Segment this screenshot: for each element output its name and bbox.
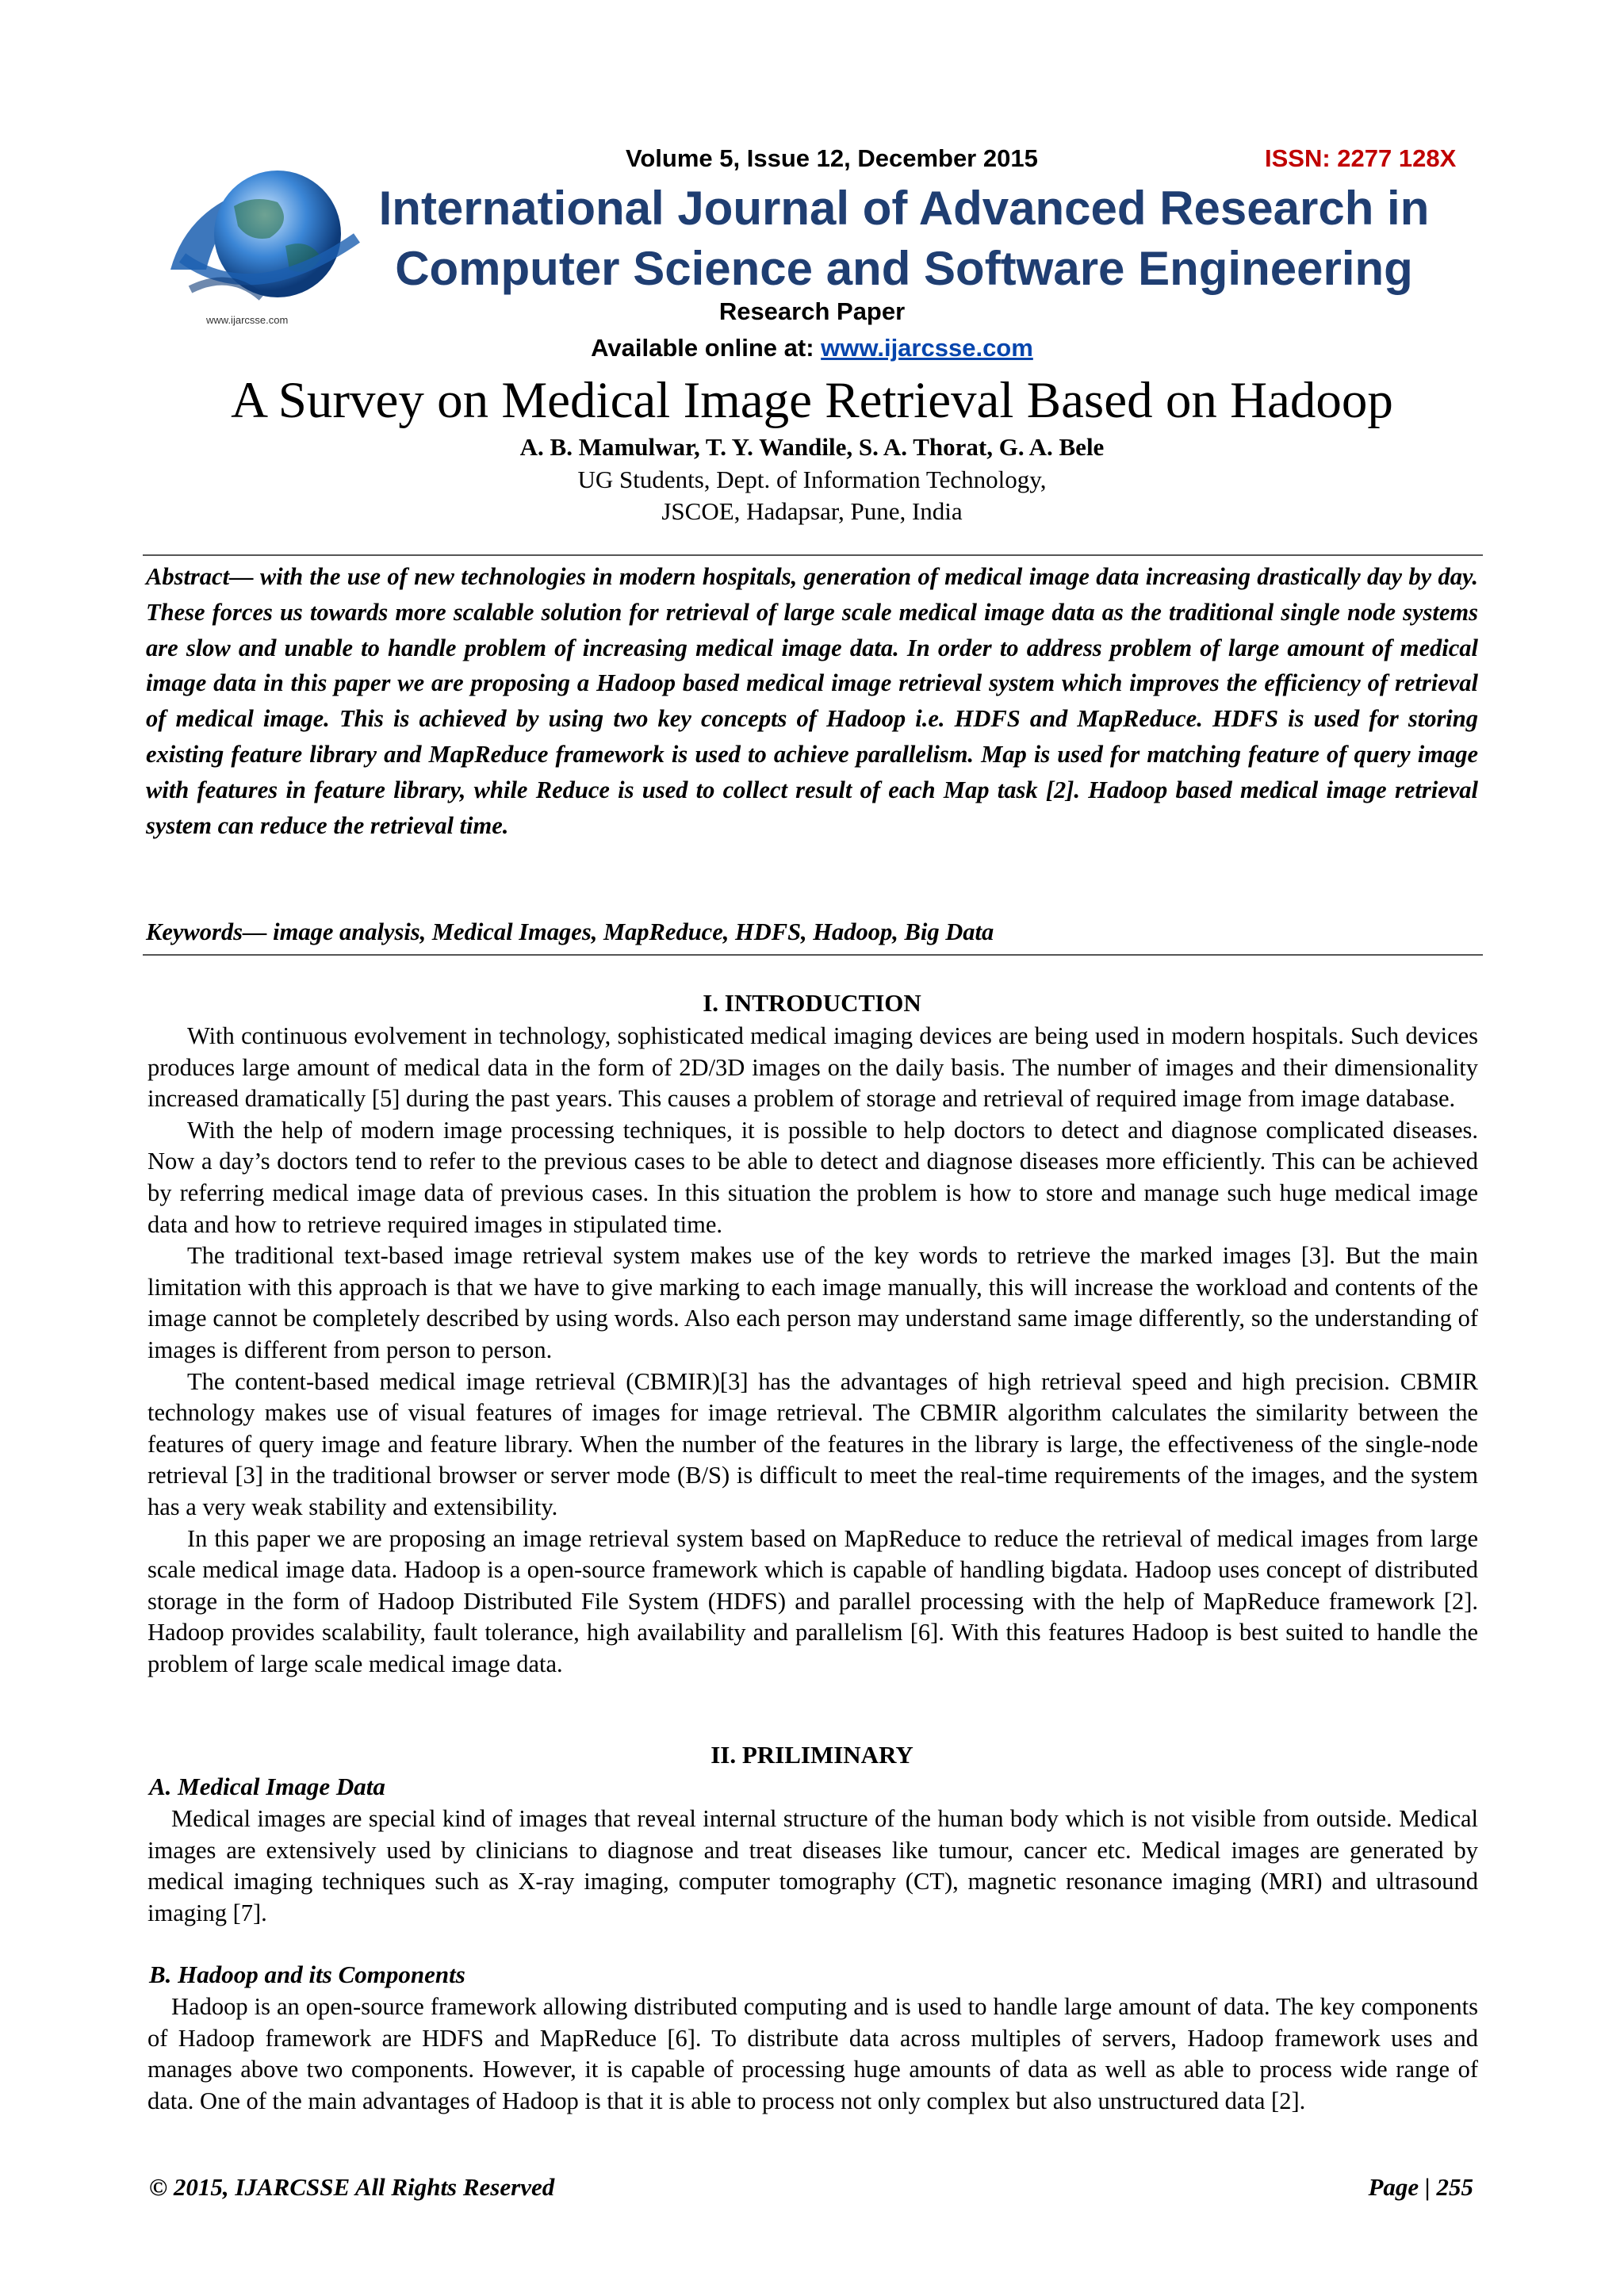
authors: A. B. Mamulwar, T. Y. Wandile, S. A. Thorat, G. A. Bele: [519, 433, 1105, 461]
issn: ISSN: 2277 128X: [1265, 144, 1457, 172]
available-label: Available online at:: [591, 334, 822, 362]
section-heading-preliminary: II. PRILIMINARY: [710, 1741, 914, 1769]
keywords: Keywords— image analysis, Medical Images, MapReduce, HDFS, Hadoop, Big Data: [146, 918, 994, 945]
paragraph: Medical images are special kind of images that reveal internal structure of the human body which is not visible from outside. Medical images are extensively used by clinicians to diagnose and treat diseases like tumour, cancer etc. Medical images are generated by medical imaging techniques such as X-ray imaging, computer tomography (CT), magnetic resonance imaging (MRI) and ultrasound imaging [7].: [147, 1805, 1478, 1926]
affiliation: [0, 464, 1624, 527]
section-heading-introduction: I. INTRODUCTION: [703, 989, 921, 1017]
paragraph: The content-based medical image retrieval (CBMIR)[3] has the advantages of high retrieval speed and high precision. CBMIR technology makes use of visual features of images for image retrieval. The CBMIR algorithm calculates the similarity between the features of query image and feature library. When the number of the features in the library is large, the effectiveness of the single-node retrieval [3] in the traditional browser or server mode (B/S) is difficult to meet the real-time requirements of the images, and the system has a very weak stability and extensibility.: [147, 1367, 1478, 1520]
journal-name-line-1: International Journal of Advanced Research in: [378, 182, 1430, 235]
logo-url-text: www.ijarcsse.com: [206, 314, 289, 326]
footer-page-number: Page | 255: [1368, 2173, 1473, 2201]
available-online: [0, 334, 1624, 362]
divider-bottom: [143, 954, 1483, 956]
abstract: Abstract— with the use of new technologies in modern hospitals, generation of medical image data increasing drastically day by day. These forces us towards more scalable solution for retrieval of large scale medical image data as the traditional single node systems are slow and unable to handle problem of increasing medical image data. In order to address problem of large amount of medical image data in this paper we are proposing a Hadoop based medical image retrieval system which improves the efficiency of retrieval of medical image. This is achieved by using two key concepts of Hadoop i.e. HDFS and MapReduce. HDFS is used for storing existing feature library and MapReduce framework is used to achieve parallelism. Map is used for matching feature of query image with features in feature library, while Reduce is used to collect result of each Map task [2]. Hadoop based medical image retrieval system can reduce the retrieval time.: [146, 563, 1478, 839]
affiliation-line-2: JSCOE, Hadapsar, Pune, India: [661, 497, 963, 525]
journal-website-link[interactable]: www.ijarcsse.com: [821, 334, 1033, 362]
paragraph: With the help of modern image processing techniques, it is possible to help doctors to detect and diagnose complicated diseases. Now a day’s doctors tend to refer to the previous cases to be able to detect and diagnose diseases more efficiently. This can be achieved by referring medical image data of previous cases. In this situation the problem is how to store and manage such huge medical image data and how to retrieve required images in stipulated time.: [147, 1116, 1478, 1238]
paper-type: Research Paper: [718, 297, 906, 325]
hadoop-components-body: [147, 1991, 1478, 2117]
journal-name-line-2: Computer Science and Software Engineering: [395, 242, 1413, 295]
affiliation-line-1: UG Students, Dept. of Information Technology,: [577, 466, 1047, 493]
introduction-body: [147, 1021, 1478, 1680]
divider-top: [143, 554, 1483, 556]
volume-issue: Volume 5, Issue 12, December 2015: [626, 144, 1038, 172]
paragraph: In this paper we are proposing an image retrieval system based on MapReduce to reduce the retrieval of medical images from large scale medical image data. Hadoop is a open-source framework which is capable of handling bigdata. Hadoop uses concept of distributed storage in the form of Hadoop Distributed File System (HDFS) and parallel processing with the help of MapReduce framework [2]. Hadoop provides scalability, fault tolerance, high availability and parallelism [6]. With this features Hadoop is best suited to handle the problem of large scale medical image data.: [147, 1524, 1478, 1677]
subsection-heading-hadoop-components: B. Hadoop and its Components: [149, 1961, 465, 1988]
subsection-heading-medical-image-data: A. Medical Image Data: [149, 1773, 385, 1800]
medical-image-data-body: [147, 1803, 1478, 1929]
paragraph: With continuous evolvement in technology, sophisticated medical imaging devices are being used in modern hospitals. Such devices produces large amount of medical data in the form of 2D/3D images on the daily basis. The number of images and their dimensionality increased dramatically [5] during the past years. This causes a problem of storage and retrieval of required image from image database.: [147, 1022, 1478, 1113]
journal-name: [349, 178, 1459, 299]
footer-copyright: © 2015, IJARCSSE All Rights Reserved: [149, 2173, 555, 2201]
paragraph: Hadoop is an open-source framework allowing distributed computing and is used to handle large amount of data. The key components of Hadoop framework are HDFS and MapReduce [6]. To distribute data across multiples of servers, Hadoop framework uses and manages above two components. However, it is capable of processing huge amounts of data as well as able to process wide range of data. One of the main advantages of Hadoop is that it is able to process not only complex but also unstructured data [2].: [147, 1993, 1478, 2114]
paper-title: A Survey on Medical Image Retrieval Based on Hadoop: [231, 372, 1393, 429]
paragraph: The traditional text-based image retrieval system makes use of the key words to retrieve the marked images [3]. But the main limitation with this approach is that we have to give marking to each image manually, this will increase the workload and contents of the image cannot be completely described by using words. Also each person may understand same image differently, so the understanding of images is different from person to person.: [147, 1242, 1478, 1363]
